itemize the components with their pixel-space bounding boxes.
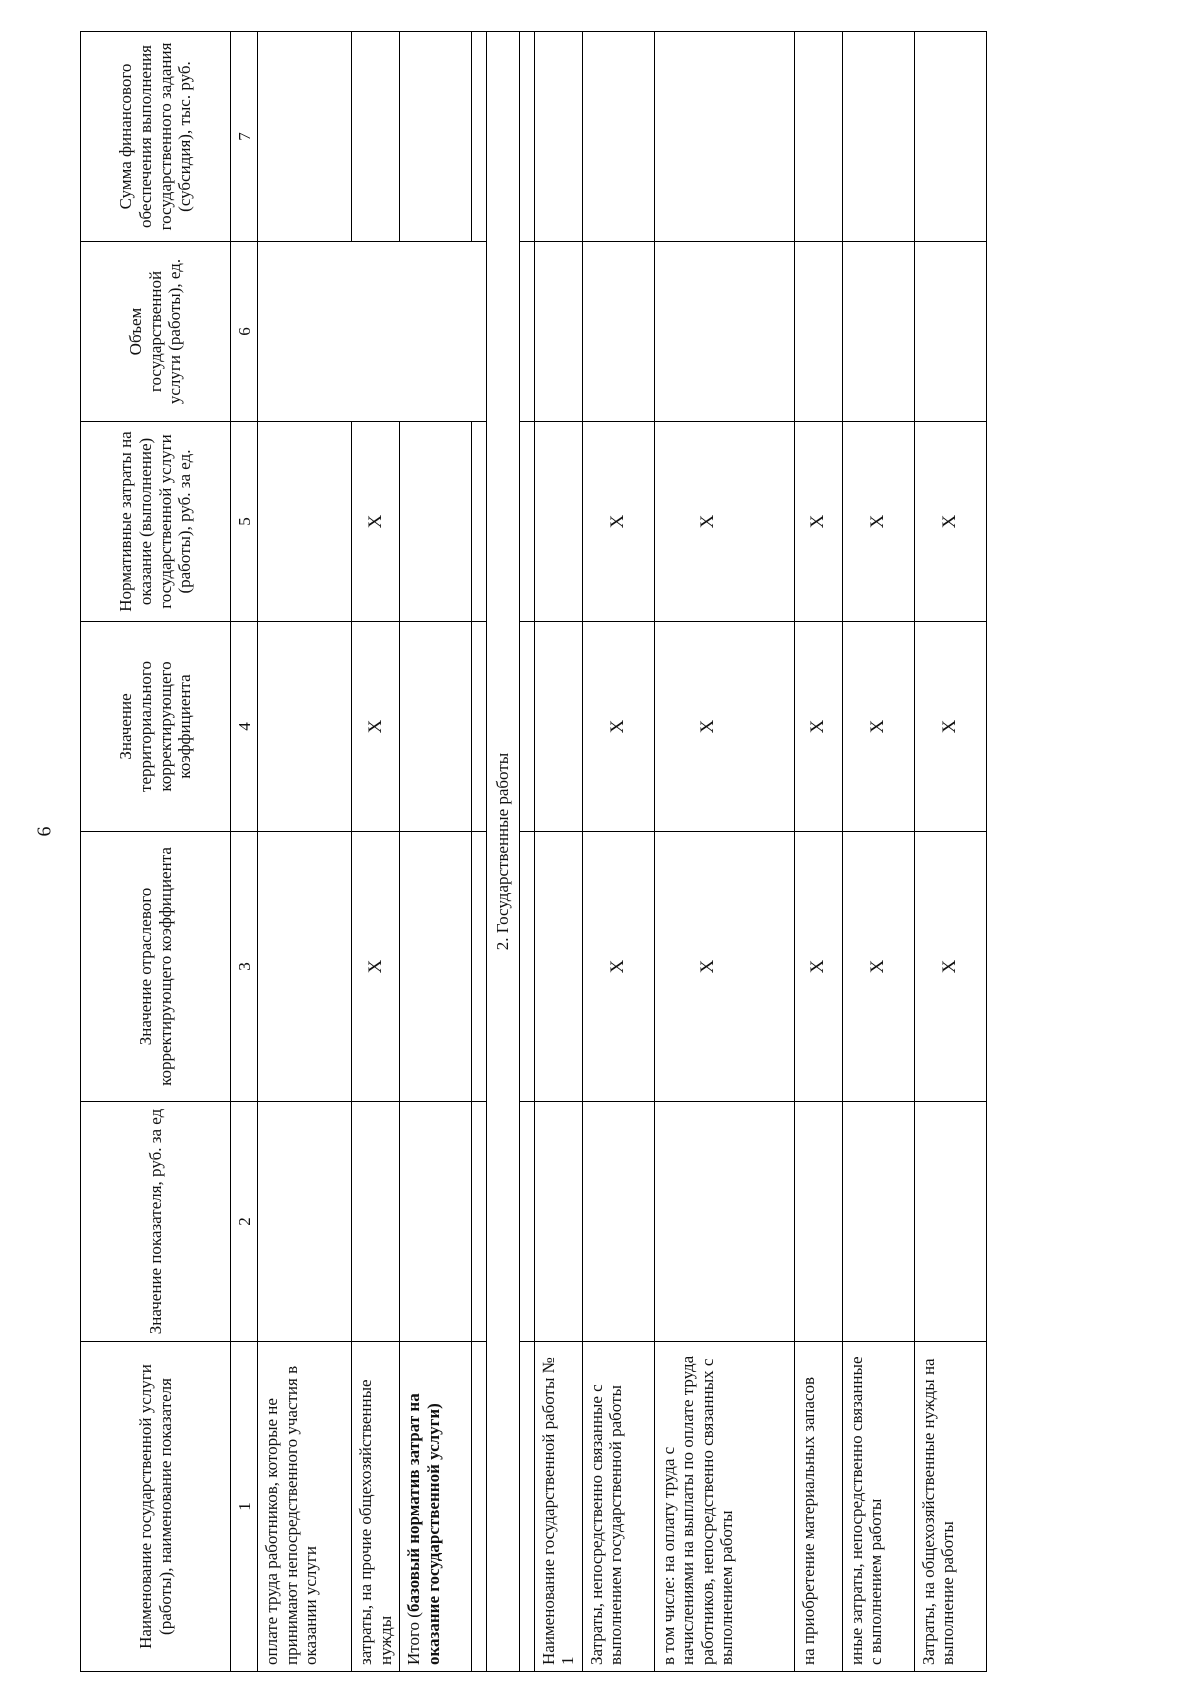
header-col-1: Наименование государственной услуги (работы), наименование показателя: [81, 1342, 231, 1672]
cell: X: [842, 422, 914, 622]
column-number: 7: [231, 32, 258, 242]
cell: [472, 832, 487, 1102]
total-label: базовый норматив затрат на оказание государственной услуги): [404, 1393, 443, 1665]
cell: X: [654, 622, 794, 832]
table-row: [914, 32, 986, 1672]
cell: X: [794, 832, 842, 1102]
financing-table: [80, 31, 987, 1672]
cell: [534, 32, 582, 242]
cell: [534, 242, 582, 422]
total-prefix: Итого (: [404, 1612, 424, 1665]
table-row: [654, 32, 794, 1672]
column-number: 6: [231, 242, 258, 422]
row-label: оплате труда работников, которые не принимают непосредственного участия в оказании услуги: [258, 1342, 352, 1672]
cell: [519, 242, 534, 422]
cell: [842, 32, 914, 242]
cell: [400, 832, 472, 1102]
cell: [258, 32, 352, 242]
row-label: затраты, на прочие общехозяйственные нужды: [352, 1342, 400, 1672]
cell: [400, 622, 472, 832]
cell: [534, 832, 582, 1102]
section-title: 2. Государственные работы: [487, 32, 520, 1672]
cell: X: [914, 832, 986, 1102]
cell: X: [582, 422, 654, 622]
row-label: Затраты, непосредственно связанные с выполнением государственной работы: [582, 1342, 654, 1672]
cell: [472, 622, 487, 832]
table-row: [258, 32, 352, 1672]
cell: [654, 32, 794, 242]
column-number: 2: [231, 1102, 258, 1342]
cell: [400, 32, 472, 242]
cell: X: [352, 422, 400, 622]
cell: X: [842, 832, 914, 1102]
cell: [519, 622, 534, 832]
cell: [519, 832, 534, 1102]
row-label: Наименование государственной работы № 1: [534, 1342, 582, 1672]
header-col-3: Значение отраслевого корректирующего коэффициента: [81, 832, 231, 1102]
table-row: [534, 32, 582, 1672]
cell: [472, 422, 487, 622]
header-col-6: Объем государственной услуги (работы), ед.: [81, 242, 231, 422]
column-number: 3: [231, 832, 258, 1102]
cell: [842, 242, 914, 422]
rotated-table-container: [80, 32, 1120, 1672]
cell: [794, 32, 842, 242]
cell: [258, 422, 352, 622]
cell: [472, 1342, 487, 1672]
cell: [582, 242, 654, 422]
cell: X: [914, 622, 986, 832]
cell: [519, 1102, 534, 1342]
cell: [842, 1102, 914, 1342]
row-label: в том числе: на оплату труда с начислениями на выплаты по оплате труда работников, непосредственно связанных с выполнением работы: [654, 1342, 794, 1672]
header-col-7: Сумма финансового обеспечения выполнения государственного задания (субсидия), тыс. руб.: [81, 32, 231, 242]
table-row: [794, 32, 842, 1672]
cell: [534, 422, 582, 622]
cell: [534, 622, 582, 832]
cell: [582, 1102, 654, 1342]
cell: X: [582, 832, 654, 1102]
cell: [794, 1102, 842, 1342]
spacer-row: [519, 32, 534, 1672]
cell: X: [582, 622, 654, 832]
cell: [914, 242, 986, 422]
page-number: 6: [33, 826, 56, 837]
cell: [400, 422, 472, 622]
cell: [654, 242, 794, 422]
cell: [654, 1102, 794, 1342]
column-number: 4: [231, 622, 258, 832]
cell: X: [794, 422, 842, 622]
cell: [258, 622, 352, 832]
cell: [582, 32, 654, 242]
cell: [914, 32, 986, 242]
cell: [794, 242, 842, 422]
cell: X: [654, 832, 794, 1102]
section-row: [487, 32, 520, 1672]
cell: [519, 422, 534, 622]
table-row: [842, 32, 914, 1672]
cell: [519, 1342, 534, 1672]
header-col-5: Нормативные затраты на оказание (выполнение) государственной услуги (работы), руб. за ед.: [81, 422, 231, 622]
cell: [258, 832, 352, 1102]
cell: X: [654, 422, 794, 622]
column-number: 5: [231, 422, 258, 622]
header-col-2: Значение показателя, руб. за ед: [81, 1102, 231, 1342]
row-label: на приобретение материальных запасов: [794, 1342, 842, 1672]
cell: X: [914, 422, 986, 622]
row-label: Затраты, на общехозяйственные нужды на выполнение работы: [914, 1342, 986, 1672]
cell: [258, 1102, 352, 1342]
header-col-4: Значение территориального корректирующего коэффициента: [81, 622, 231, 832]
column-number: 1: [231, 1342, 258, 1672]
table-row: [582, 32, 654, 1672]
cell: [352, 32, 400, 242]
cell: [519, 32, 534, 242]
cell: [914, 1102, 986, 1342]
row-label: иные затраты, непосредственно связанные с выполнением работы: [842, 1342, 914, 1672]
cell: [400, 1102, 472, 1342]
cell: X: [794, 622, 842, 832]
cell: [534, 1102, 582, 1342]
cell: X: [842, 622, 914, 832]
cell: X: [352, 832, 400, 1102]
cell: [352, 1102, 400, 1342]
header-row: [81, 32, 231, 1672]
column-number-row: [231, 32, 258, 1672]
volume-cell: [258, 242, 487, 422]
cell: [472, 32, 487, 242]
row-label: [400, 1342, 472, 1672]
cell: X: [352, 622, 400, 832]
cell: [472, 1102, 487, 1342]
